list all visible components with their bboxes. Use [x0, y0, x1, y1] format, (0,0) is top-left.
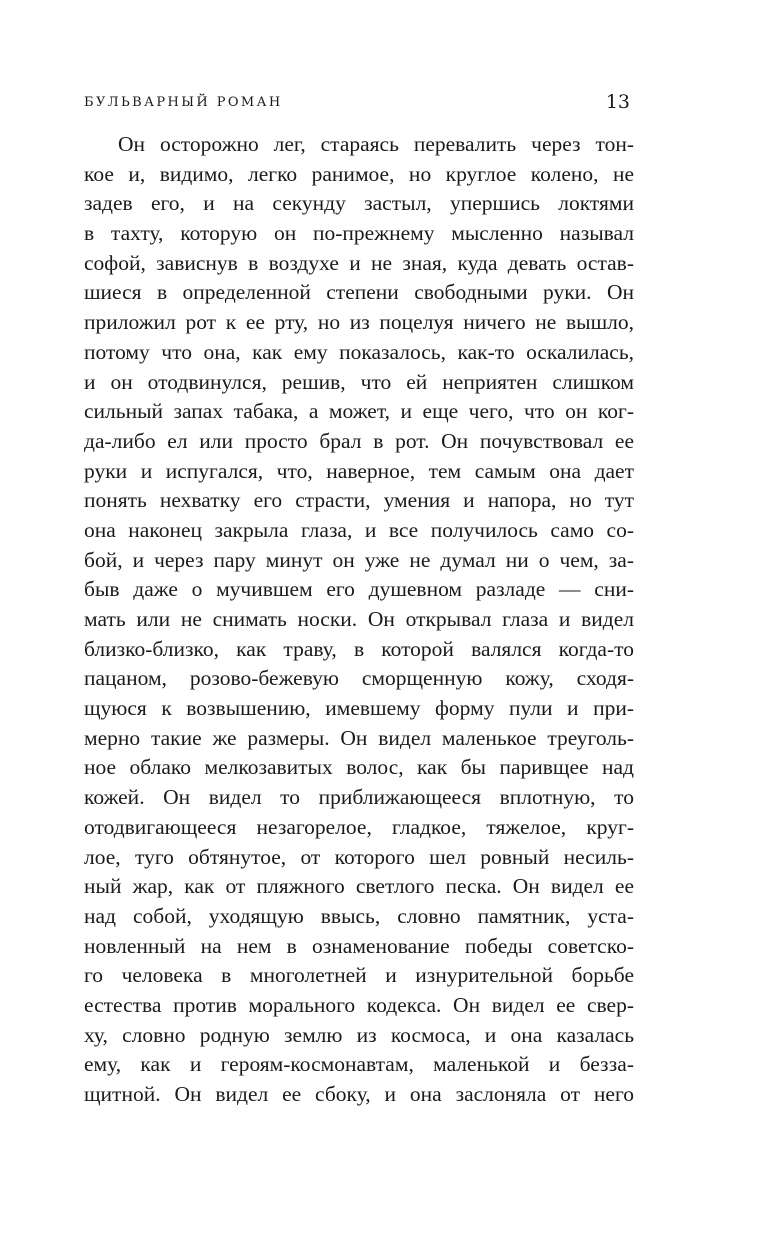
text-line: ху, словно родную землю из космоса, и она казалась	[84, 1022, 634, 1047]
text-line: го человека в многолетней и изнурительной борьбе	[84, 963, 634, 988]
text-line: в тахту, которую он по-прежнему мысленно называл	[84, 221, 634, 246]
text-line: потому что она, как ему показалось, как-то оскалилась,	[84, 339, 634, 364]
text-line: отодвигающееся незагорелое, гладкое, тяжелое, круг-	[84, 814, 634, 839]
text-line: кожей. Он видел то приближающееся вплотную, то	[84, 785, 634, 810]
text-line: ный жар, как от пляжного светлого песка. Он видел ее	[84, 874, 634, 899]
text-line: Он осторожно лег, стараясь перевалить через тон-	[118, 132, 634, 156]
text-line: естества против морального кодекса. Он видел ее свер-	[84, 992, 634, 1017]
text-line: кое и, видимо, легко ранимое, но круглое колено, не	[84, 161, 634, 186]
text-line: и он отодвинулся, решив, что ей неприятен слишком	[84, 369, 634, 394]
text-line: мерно такие же размеры. Он видел маленькое треуголь-	[84, 725, 634, 750]
text-line: она наконец закрыла глаза, и все получилось само со-	[84, 517, 634, 542]
text-line: мать или не снимать носки. Он открывал глаза и видел	[84, 607, 634, 631]
text-line: близко-близко, как траву, в которой валялся когда-то	[84, 636, 634, 661]
text-line: лое, туго обтянутое, от которого шел ровный несиль-	[84, 844, 634, 869]
page-number: 13	[605, 91, 630, 113]
text-line: быв даже о мучившем его душевном разладе — сни-	[84, 577, 634, 602]
text-line: бой, и через пару минут он уже не думал ни о чем, за-	[84, 547, 634, 572]
text-line: шиеся в определенной степени свободными руки. Он	[84, 280, 634, 305]
text-line: руки и испугался, что, наверное, тем самым она дает	[84, 458, 634, 483]
text-line: сильный запах табака, а может, и еще чего, что он ког-	[84, 399, 634, 424]
text-line: задев его, и на секунду застыл, упершись локтями	[84, 191, 634, 216]
text-line: приложил рот к ее рту, но из поцелуя ничего не вышло,	[84, 310, 634, 335]
body-text	[84, 130, 634, 1110]
text-line: ему, как и героям-космонавтам, маленькой и безза-	[84, 1052, 634, 1077]
text-line: софой, зависнув в воздухе и не зная, куда девать остав-	[84, 250, 634, 275]
text-line: да-либо ел или просто брал в рот. Он почувствовал ее	[84, 428, 634, 453]
running-head	[84, 90, 634, 120]
text-line: ное облако мелкозавитых волос, как бы паривщее над	[84, 755, 634, 780]
text-line: понять нехватку его страсти, умения и напора, но тут	[84, 488, 634, 513]
text-line: щуюся к возвышению, имевшему форму пули и при-	[84, 696, 634, 721]
text-line: новленный на нем в ознаменование победы советско-	[84, 933, 634, 958]
text-line: щитной. Он видел ее сбоку, и она заслоняла от него	[84, 1082, 634, 1106]
running-title: БУЛЬВАРНЫЙ РОМАН	[84, 95, 283, 110]
text-line: над собой, уходящую ввысь, словно памятник, уста-	[84, 903, 634, 928]
text-line: пацаном, розово-бежевую сморщенную кожу, сходя-	[84, 666, 634, 691]
